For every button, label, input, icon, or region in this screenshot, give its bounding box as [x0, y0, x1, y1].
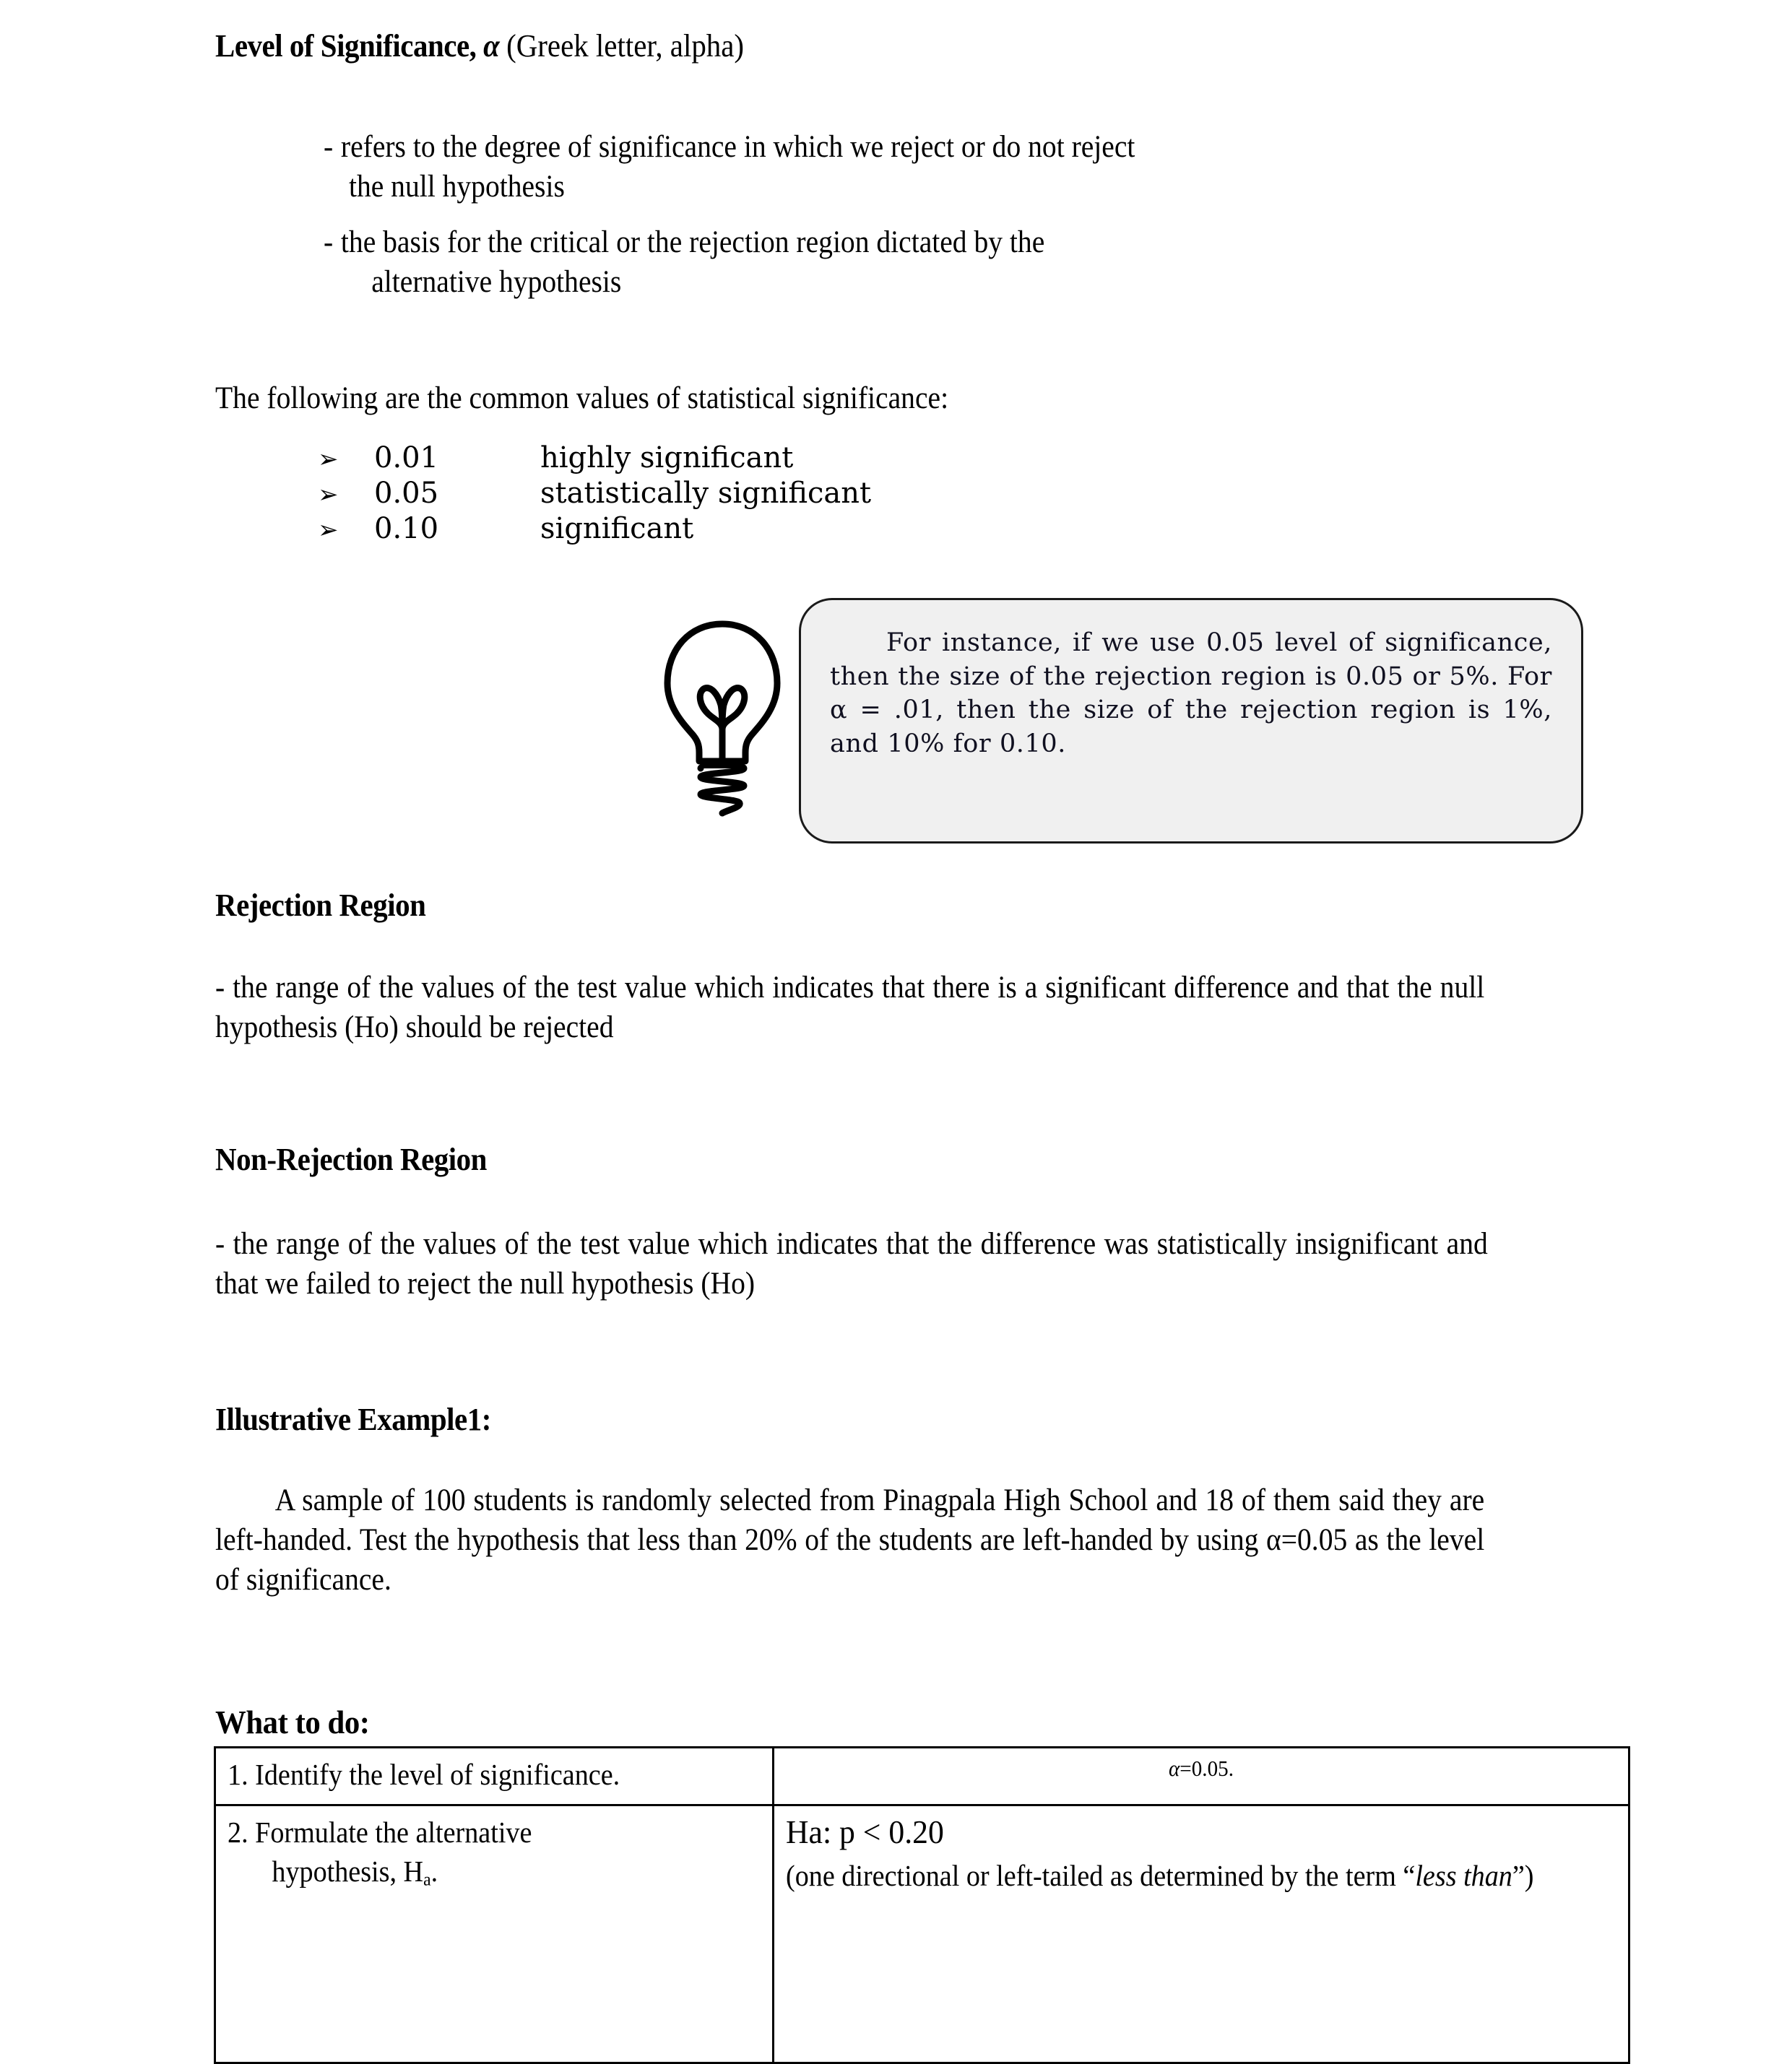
dash-marker: - [324, 130, 334, 164]
list-item [318, 476, 1401, 511]
callout-bubble [799, 598, 1583, 844]
alpha-value: =0.05. [1179, 1756, 1234, 1781]
page-title [215, 27, 744, 64]
step-1-text [228, 1756, 723, 1794]
common-values-intro: The following are the common values of statistical significance: [215, 381, 949, 415]
illustrative-example-heading: Illustrative Example1: [215, 1402, 491, 1437]
table-row [215, 1805, 1629, 2063]
list-item-line-2: alternative hypothesis [371, 265, 622, 300]
arrow-bullet-icon: ➢ [318, 480, 339, 509]
heading-bold-part: Level of Significance, [215, 28, 477, 64]
arrow-bullet-icon: ➢ [318, 515, 339, 545]
rejection-region-body: - the range of the values of the test value which indicates that there is a significant difference and that the null hypothesis (Ho) should be rejected [215, 971, 1485, 1045]
table-cell-step [215, 1748, 774, 1805]
step-1-number: 1. [228, 1758, 248, 1791]
significance-label: highly significant [540, 441, 794, 474]
heading-plain-part: (Greek letter, alpha) [506, 28, 745, 64]
dash-marker: - [324, 225, 334, 260]
list-item [318, 441, 1401, 476]
non-rejection-region-heading: Non-Rejection Region [215, 1142, 487, 1177]
step-2-answer-note [786, 1857, 1559, 1895]
step-1-answer [811, 1756, 1592, 1782]
non-rejection-region-body: - the range of the values of the test value which indicates that the difference was statistically insignificant and that we failed to reject the null hypothesis (Ho) [215, 1227, 1488, 1301]
alpha-symbol: α [1168, 1756, 1180, 1781]
step-2-answer-main: Ha: p < 0.20 [786, 1813, 944, 1851]
step-2-subscript: a [423, 1869, 431, 1890]
table-row [215, 1748, 1629, 1805]
heading-alpha-symbol: α [483, 28, 500, 64]
step-1-label: Identify the level of significance. [255, 1758, 620, 1791]
list-item-line-1: refers to the degree of significance in which we reject or do not reject [340, 130, 1135, 164]
list-item [318, 511, 1401, 547]
step-2-number: 2. [228, 1816, 248, 1850]
list-item [324, 127, 1513, 207]
significance-label: significant [540, 511, 694, 545]
callout-text: For instance, if we use 0.05 level of significance, then the size of the rejection region is 0.05 or 5%. For α = .01, then the size of the rejection region is 1%, and 10% for 0.10. [830, 628, 1552, 758]
step-2-label-line-2 [228, 1852, 723, 1892]
example-callout [657, 598, 1596, 849]
significance-value: 0.01 [374, 441, 439, 474]
significance-label: statistically significant [540, 476, 872, 510]
significance-definition-list [324, 127, 1513, 311]
lightbulb-icon [657, 614, 787, 823]
step-2-text [228, 1813, 723, 1891]
common-values-list [318, 441, 1401, 546]
illustrative-example-body: A sample of 100 students is randomly selected from Pinagpala High School and 18 of them said they are left-handed. Test the hypothesis that less than 20% of the students are left-handed by using α=0.05 as the level of significance. [215, 1483, 1485, 1597]
note-post: ”) [1512, 1858, 1534, 1892]
list-item [324, 222, 1513, 302]
arrow-bullet-icon: ➢ [318, 445, 339, 474]
note-pre: (one directional or left-tailed as determined by the term “ [786, 1858, 1416, 1892]
list-item-line-1: the basis for the critical or the rejection region dictated by the [340, 225, 1045, 260]
what-to-do-table [214, 1746, 1630, 2064]
table-cell-step [215, 1805, 774, 2063]
significance-value: 0.05 [374, 476, 439, 510]
list-item-line-2: the null hypothesis [348, 170, 565, 204]
rejection-region-heading: Rejection Region [215, 888, 426, 923]
step-2-hypothesis-text: hypothesis, H [272, 1854, 424, 1888]
table-cell-answer [774, 1748, 1629, 1805]
step-2-period: . [430, 1854, 438, 1888]
note-italic: less than [1415, 1858, 1512, 1892]
step-2-label-line-1: Formulate the alternative [255, 1816, 532, 1850]
significance-value: 0.10 [374, 511, 439, 545]
table-cell-answer [774, 1805, 1629, 2063]
what-to-do-heading: What to do: [215, 1704, 370, 1740]
